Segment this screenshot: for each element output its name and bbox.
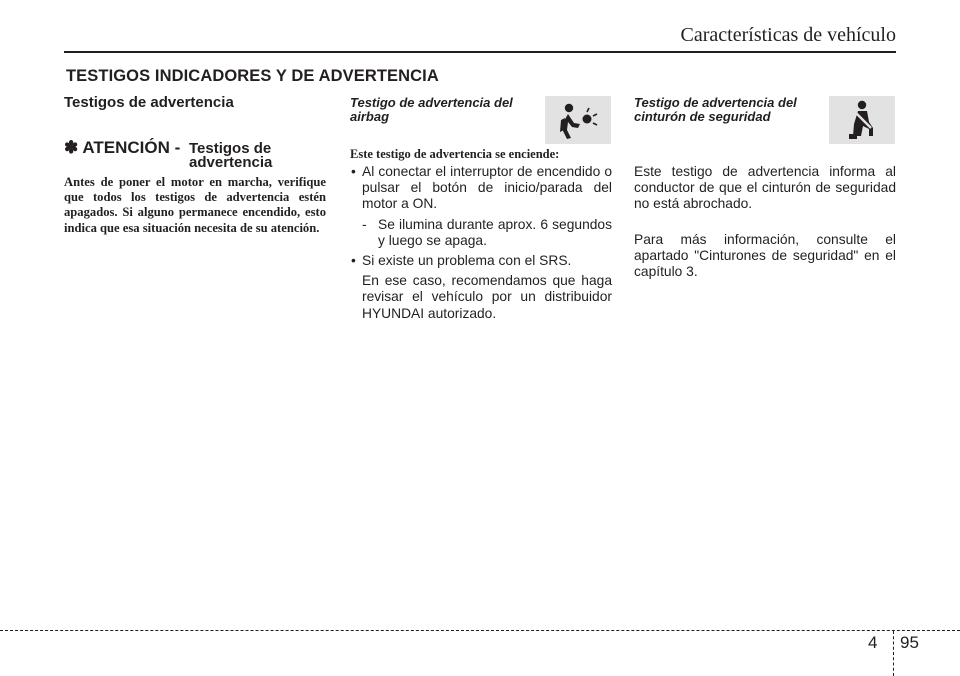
section-title: TESTIGOS INDICADORES Y DE ADVERTENCIA bbox=[66, 67, 439, 85]
list-item bbox=[350, 253, 612, 322]
airbag-conditions-list bbox=[350, 164, 612, 322]
dash: - bbox=[362, 216, 367, 232]
attention-symbol: ✽ bbox=[64, 138, 79, 157]
seatbelt-paragraph-2: Para más información, consulte el apartado "Cinturones de seguridad" en el capítulo 3. bbox=[634, 232, 896, 280]
list-item bbox=[350, 164, 612, 249]
bullet: • bbox=[351, 253, 356, 269]
attention-title-line1: Testigos de bbox=[188, 140, 272, 157]
chapter-number: 4 bbox=[868, 633, 878, 652]
seatbelt-paragraph-1: Este testigo de advertencia informa al conductor de que el cinturón de seguridad no está abrochado. bbox=[634, 164, 896, 212]
chapter-title: Características de vehículo bbox=[680, 24, 896, 46]
bullet2-text: Si existe un problema con el SRS. bbox=[362, 253, 572, 269]
bullet2-follow: En ese caso, recomendamos que haga revisar el vehículo por un distribuidor HYUNDAI autorizado. bbox=[362, 273, 612, 321]
seatbelt-heading-line2: cinturón de seguridad bbox=[634, 108, 771, 124]
airbag-heading-line1: Testigo de advertencia del bbox=[350, 95, 513, 110]
bullet: • bbox=[351, 164, 356, 179]
seat-belt-warning-icon bbox=[829, 96, 895, 144]
airbag-heading-line2: airbag bbox=[350, 108, 390, 124]
seatbelt-heading bbox=[634, 96, 824, 123]
bullet1-sub-text: Se ilumina durante aprox. 6 segundos y luego se apaga. bbox=[378, 216, 612, 248]
header-rule bbox=[64, 51, 896, 53]
airbag-warning-icon bbox=[545, 96, 611, 144]
page-number: 95 bbox=[900, 633, 919, 652]
warning-lights-heading: Testigos de advertencia bbox=[64, 94, 234, 111]
footer-rule bbox=[0, 630, 960, 631]
attention-label: ATENCIÓN - bbox=[82, 138, 181, 157]
attention-body: Antes de poner el motor en marcha, verifique que todos los testigos de advertencia estén apagados. Si alguno permanece encendido, esto indica que esa situación necesita de su atención. bbox=[64, 175, 326, 235]
footer-divider bbox=[893, 631, 894, 676]
seatbelt-heading-line1: Testigo de advertencia del bbox=[634, 95, 797, 110]
attention-title-line2: advertencia bbox=[189, 154, 273, 171]
airbag-heading bbox=[350, 96, 540, 123]
airbag-lead: Este testigo de advertencia se enciende: bbox=[350, 147, 560, 161]
list-subitem bbox=[362, 217, 612, 249]
bullet1-text: Al conectar el interruptor de encendido o pulsar el botón de inicio/parada del motor a ON. bbox=[362, 164, 612, 212]
